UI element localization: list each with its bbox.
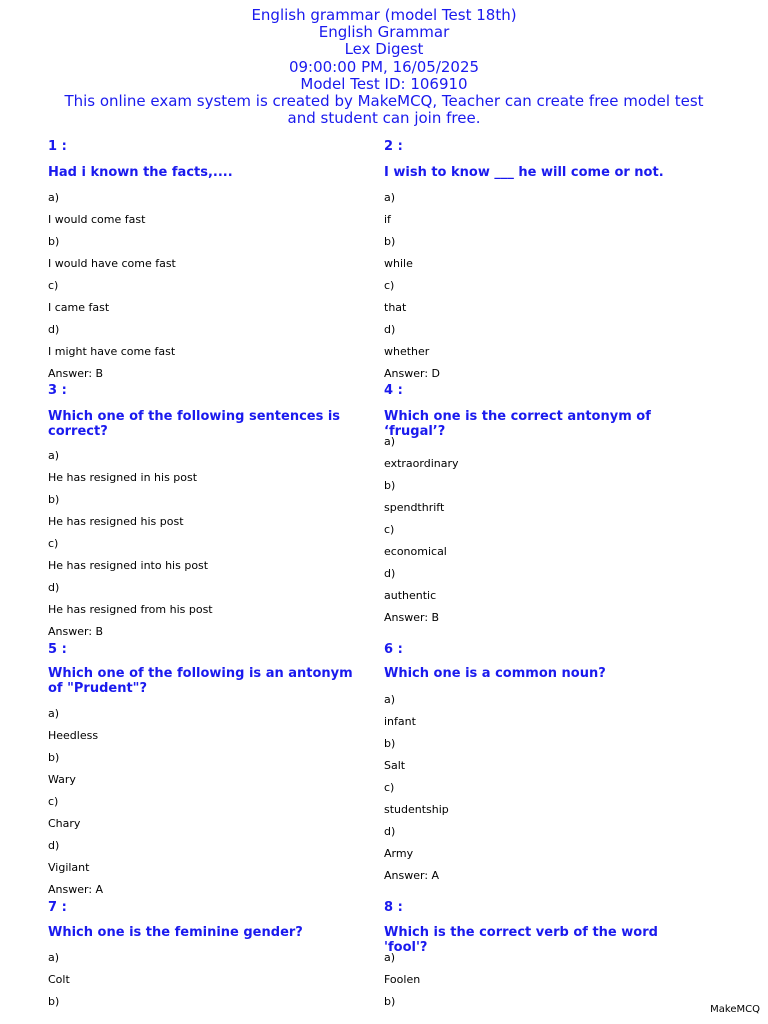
option-label-a: a) [48,707,60,720]
question-text: Which one is a common noun? [384,666,606,681]
option-label-a: a) [48,449,60,462]
answer-text: Answer: B [48,625,104,638]
option-label-b: b) [48,751,60,764]
system-notice-line1: This online exam system is created by MakeMCQ, Teacher can create free model test [64,92,704,111]
option-text-a: Heedless [48,729,99,742]
option-label-d: d) [48,839,60,852]
question-number: 5 : [48,642,67,657]
question-text: Which is the correct verb of the word 'fool'? [384,925,658,955]
option-text-a: extraordinary [384,457,459,470]
answer-text: Answer: D [384,367,440,380]
option-text-c: I came fast [48,301,110,314]
question-text: Which one of the following sentences is correct? [48,409,341,439]
option-text-d: I might have come fast [48,345,176,358]
option-text-a: He has resigned in his post [48,471,198,484]
option-text-a: if [384,213,391,226]
option-label-d: d) [48,323,60,336]
option-label-c: c) [48,537,59,550]
option-label-b: b) [384,995,396,1008]
system-notice-line2: and student can join free. [287,109,481,128]
option-label-d: d) [384,323,396,336]
option-text-a: I would come fast [48,213,146,226]
option-label-d: d) [384,567,396,580]
option-label-a: a) [384,951,396,964]
option-label-d: d) [48,581,60,594]
option-text-c: studentship [384,803,449,816]
question-number: 4 : [384,383,403,398]
option-text-c: that [384,301,407,314]
source-name: Lex Digest [344,40,424,59]
answer-text: Answer: B [48,367,104,380]
option-text-b: Salt [384,759,406,772]
question-number: 6 : [384,642,403,657]
question-number: 2 : [384,139,403,154]
option-label-b: b) [48,995,60,1008]
option-label-c: c) [48,795,59,808]
question-number: 8 : [384,900,403,915]
answer-text: Answer: A [384,869,440,882]
option-text-d: He has resigned from his post [48,603,213,616]
option-text-a: Colt [48,973,70,986]
option-text-b: He has resigned his post [48,515,184,528]
question-number: 7 : [48,900,67,915]
option-text-b: while [384,257,413,270]
option-label-a: a) [384,693,396,706]
question-text: Had i known the facts,.... [48,165,233,180]
page-header [40,7,728,127]
option-label-d: d) [384,825,396,838]
option-label-b: b) [384,235,396,248]
question-text: Which one of the following is an antonym of "Prudent"? [48,666,353,696]
option-text-d: Army [384,847,414,860]
question-text: Which one is the feminine gender? [48,925,303,940]
option-label-c: c) [384,279,395,292]
option-text-c: He has resigned into his post [48,559,209,572]
answer-text: Answer: A [48,883,104,896]
option-text-d: Vigilant [48,861,90,874]
question-number: 1 : [48,139,67,154]
subject-name: English Grammar [318,23,450,42]
option-label-b: b) [48,493,60,506]
option-label-a: a) [48,951,60,964]
option-label-c: c) [384,523,395,536]
option-text-c: economical [384,545,447,558]
question-text: Which one is the correct antonym of ‘frugal’? [384,409,651,439]
option-label-b: b) [48,235,60,248]
test-id: Model Test ID: 106910 [300,74,468,93]
option-label-a: a) [48,191,60,204]
option-label-b: b) [384,737,396,750]
option-text-a: Foolen [384,973,421,986]
footer-brand: MakeMCQ [710,1004,760,1015]
option-label-c: c) [384,781,395,794]
answer-text: Answer: B [384,611,440,624]
option-label-c: c) [48,279,59,292]
test-datetime: 09:00:00 PM, 16/05/2025 [288,57,480,76]
option-text-b: Wary [48,773,76,786]
test-title: English grammar (model Test 18th) [251,6,517,24]
option-label-a: a) [384,435,396,448]
option-text-a: infant [384,715,416,728]
option-text-b: spendthrift [384,501,445,514]
option-label-a: a) [384,191,396,204]
option-text-d: authentic [384,589,437,602]
option-text-c: Chary [48,817,81,830]
option-label-b: b) [384,479,396,492]
option-text-d: whether [384,345,430,358]
question-text: I wish to know ___ he will come or not. [384,165,664,180]
option-text-b: I would have come fast [48,257,176,270]
question-number: 3 : [48,383,67,398]
